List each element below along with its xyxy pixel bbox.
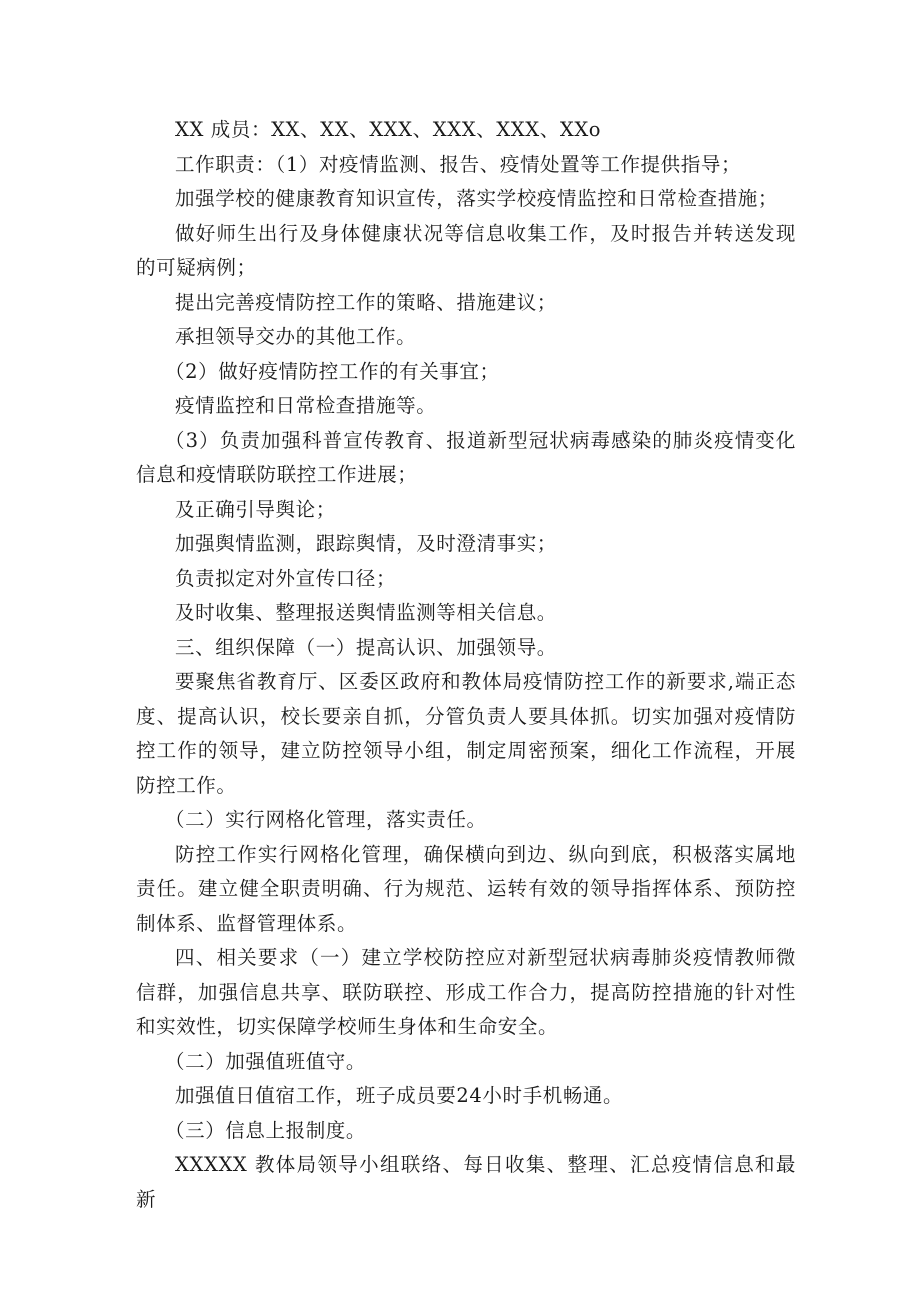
body-paragraph: 负责拟定对外宣传口径；	[175, 566, 397, 590]
section-heading-4: 四、相关要求（一）建立学校防控应对新型冠状病毒肺炎疫情教师微信群，加强信息共享、联防联控、形成工作合力，提高防控措施的针对性和实效性，切实保障学校师生身体和生命安全。	[136, 946, 796, 1038]
body-paragraph: 做好师生出行及身体健康状况等信息收集工作，及时报告并转送发现的可疑病例；	[136, 221, 796, 279]
body-paragraph: 及正确引导舆论；	[175, 497, 336, 521]
document-page	[136, 113, 796, 1217]
body-paragraph: 及时收集、整理报送舆情监测等相关信息。	[175, 601, 557, 624]
body-paragraph: 加强值日值宿工作，班子成员要24小时手机畅通。	[175, 1084, 624, 1107]
body-paragraph: 要聚焦省教育厅、区委区政府和教体局疫情防控工作的新要求,端正态度、提高认识，校长要亲自抓，分管负责人要具体抓。切实加强对疫情防控工作的领导，建立防控领导小组，制定周密预案，细化工作流程，开展防控工作。	[136, 670, 796, 797]
sub-item-3: （3）负责加强科普宣传教育、报道新型冠状病毒感染的肺炎疫情变化信息和疫情联防联控工作进展；	[136, 428, 796, 486]
body-paragraph: 提出完善疫情防控工作的策略、措施建议；	[175, 290, 557, 314]
body-paragraph: 加强学校的健康教育知识宣传，落实学校疫情监控和日常检查措施；	[175, 187, 779, 210]
body-paragraph: 防控工作实行网格化管理，确保横向到边、纵向到底，积极落实属地责任。建立健全职责明确、行为规范、运转有效的领导指挥体系、预防控制体系、监督管理体系。	[136, 842, 796, 935]
sub-heading: （二）加强值班值守。	[165, 1049, 367, 1073]
sub-heading: （二）实行网格化管理，落实责任。	[165, 808, 487, 831]
section-heading-3: 三、组织保障（一）提高认识、加强领导。	[175, 635, 557, 659]
body-paragraph: 疫情监控和日常检查措施等。	[175, 394, 437, 417]
members-line: XX 成员：XX、XX、XXX、XXX、XXX、XXo	[175, 118, 602, 141]
duties-line: 工作职责：（1）对疫情监测、报告、疫情处置等工作提供指导；	[175, 152, 742, 176]
body-paragraph: 承担领导交办的其他工作。	[175, 325, 417, 348]
sub-item-2: （2）做好疫情防控工作的有关事宜；	[165, 359, 500, 383]
sub-heading: （三）信息上报制度。	[165, 1118, 367, 1142]
body-paragraph: XXXXX 教体局领导小组联络、每日收集、整理、汇总疫情信息和最新	[136, 1153, 796, 1211]
body-paragraph: 加强舆情监测，跟踪舆情，及时澄清事实；	[175, 532, 557, 555]
